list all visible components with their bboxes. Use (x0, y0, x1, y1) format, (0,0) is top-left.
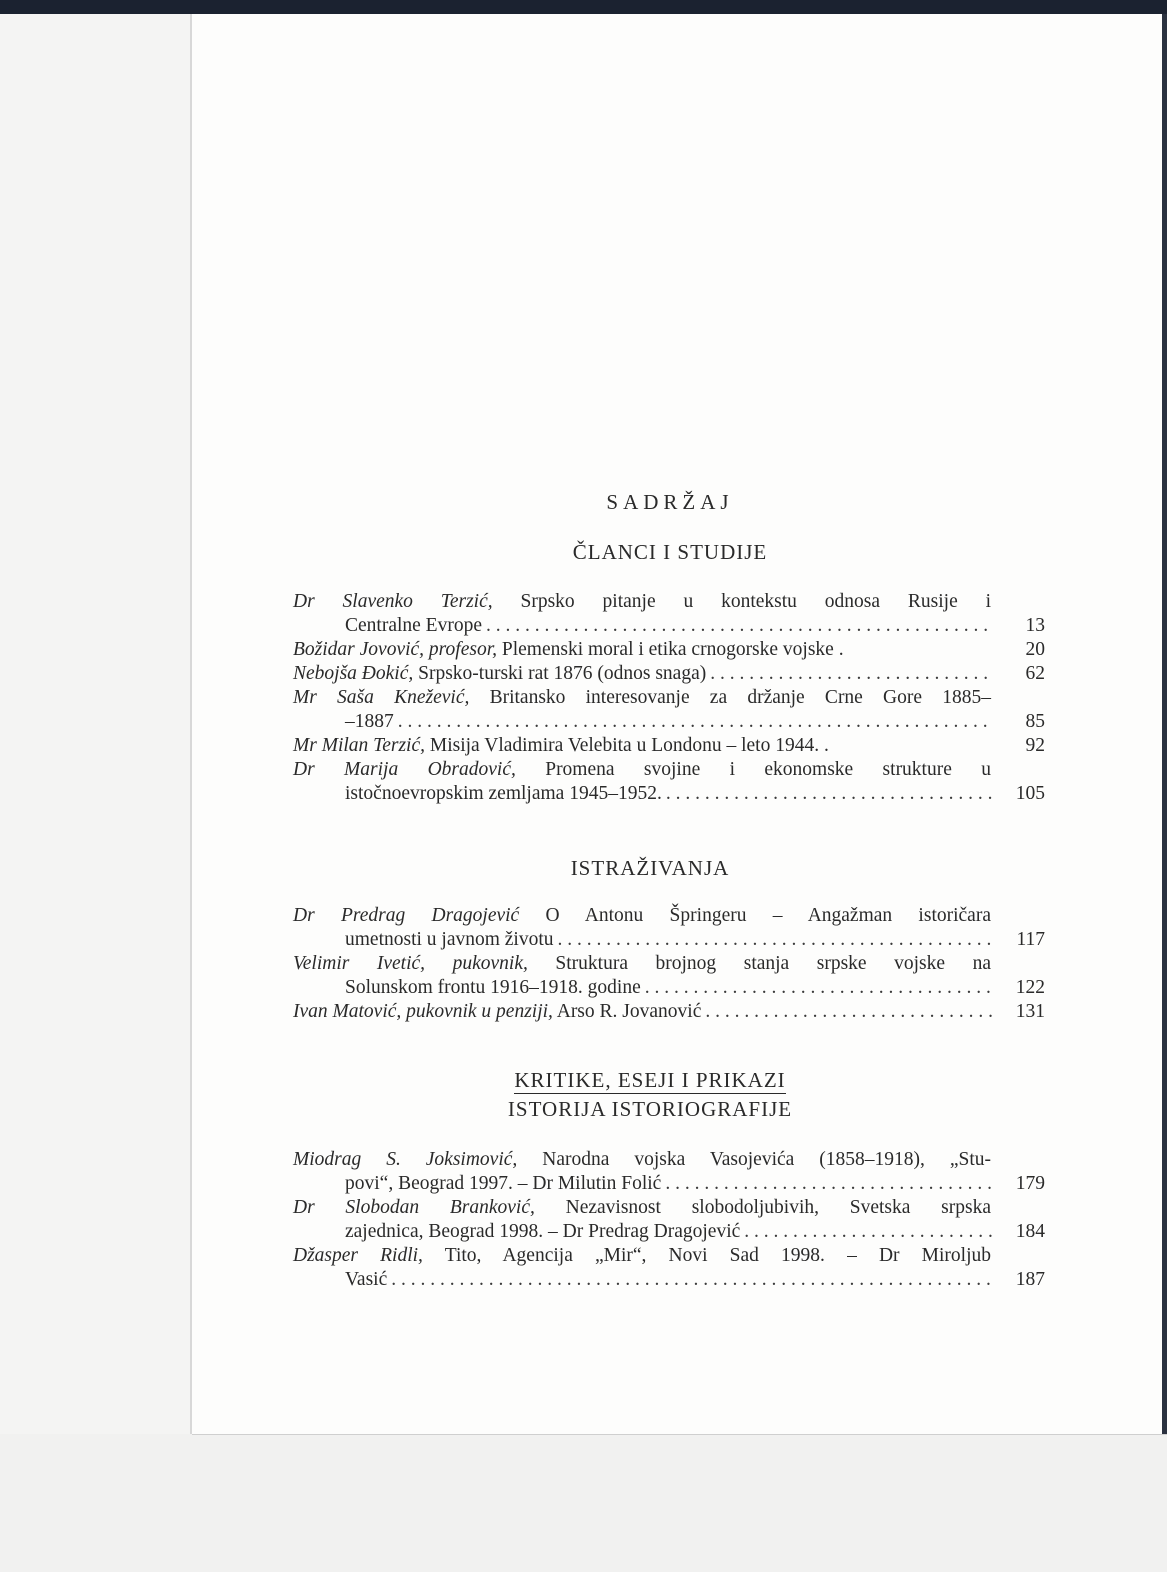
entry-author: Dr Slavenko Terzić, (293, 591, 493, 612)
entry-page: 184 (1015, 1221, 1045, 1242)
section-subheading-istorija (460, 1097, 840, 1122)
entry-title: Britansko interesovanje za držanje Crne Gore 1885– (489, 687, 992, 708)
entry-title-cont: Solunskom frontu 1916–1918. godine (345, 977, 641, 998)
dot-leader (665, 1172, 993, 1196)
dot-leader (398, 710, 993, 734)
scan-left-margin (0, 14, 190, 1572)
toc-entry (293, 1196, 1045, 1244)
entry-title: Promena svojine i ekonomske strukture u (545, 759, 991, 780)
section-subheading-text: ISTORIJA ISTORIOGRAFIJE (507, 1097, 793, 1121)
toc-section-clanci (293, 590, 1045, 806)
entry-page: 131 (1015, 1001, 1045, 1022)
section-heading-istrazivanja: ISTRAŽIVANJA (570, 856, 730, 880)
entry-page: 105 (1015, 783, 1045, 804)
entry-author: Dr Marija Obradović, (293, 759, 516, 780)
toc-entry (293, 904, 1045, 952)
entry-page: 92 (1025, 735, 1045, 756)
dot-leader (744, 1220, 993, 1244)
toc-entry (293, 1148, 1045, 1196)
toc-entry (293, 734, 1045, 758)
entry-page: 85 (1025, 711, 1045, 732)
entry-title-cont: Vasić (345, 1269, 388, 1290)
scan-bottom-margin (0, 1434, 1167, 1572)
entry-title: Srpsko-turski rat 1876 (odnos snaga) (418, 663, 707, 684)
entry-page: 20 (1025, 639, 1045, 660)
entry-author: Miodrag S. Joksimović, (293, 1149, 518, 1170)
page-bottom-edge (192, 1434, 1167, 1435)
dot-leader (645, 976, 993, 1000)
entry-title: O Antonu Špringeru – Angažman istoričara (545, 905, 991, 926)
entry-page: 122 (1015, 977, 1045, 998)
entry-title: Nezavisnost slobodoljubivih, Svetska srpska (565, 1197, 991, 1218)
toc-entry (293, 662, 1045, 686)
entry-page: 13 (1025, 615, 1045, 636)
dot-leader (705, 1000, 993, 1024)
entry-author: Dr Predrag Dragojević (293, 905, 520, 926)
entry-title: Tito, Agencija „Mir“, Novi Sad 1998. – Dr Miroljub (444, 1245, 991, 1266)
section-heading-text: KRITIKE, ESEJI I PRIKAZI (514, 1068, 786, 1092)
toc-entry (293, 1000, 1045, 1024)
toc-entry (293, 590, 1045, 638)
entry-title: Srpsko pitanje u kontekstu odnosa Rusije i (520, 591, 992, 612)
entry-author: Velimir Ivetić, pukovnik, (293, 953, 528, 974)
scan-right-edge (1162, 14, 1167, 1434)
toc-entry (293, 1244, 1045, 1292)
entry-title-cont: zajednica, Beograd 1998. – Dr Predrag Dragojević (345, 1221, 741, 1242)
entry-page: 62 (1025, 663, 1045, 684)
dot-leader (391, 1268, 993, 1292)
entry-author: Džasper Ridli, (293, 1245, 423, 1266)
toc-entry (293, 758, 1045, 806)
entry-title: Arso R. Jovanović (556, 1001, 702, 1022)
dot-leader (486, 614, 993, 638)
dot-leader (558, 928, 993, 952)
entry-author: Mr Milan Terzić, (293, 735, 425, 756)
section-heading-clanci: ČLANCI I STUDIJE (572, 540, 768, 564)
entry-title: Narodna vojska Vasojevića (1858–1918), „Stu- (542, 1149, 991, 1170)
entry-title-cont: –1887 (345, 711, 394, 732)
dot-leader (710, 662, 993, 686)
toc-section-istrazivanja (293, 904, 1045, 1024)
entry-title: Misija Vladimira Velebita u Londonu – leto 1944. . (429, 735, 829, 756)
toc-section-kritike (293, 1148, 1045, 1292)
entry-title: Plemenski moral i etika crnogorske vojske . (501, 639, 844, 660)
entry-title-cont: Centralne Evrope (345, 615, 482, 636)
entry-author: Ivan Matović, pukovnik u penziji, (293, 1001, 553, 1022)
dot-leader (666, 782, 993, 806)
section-heading-kritike (460, 1068, 840, 1093)
entry-page: 179 (1015, 1173, 1045, 1194)
entry-title: Struktura brojnog stanja srpske vojske na (555, 953, 991, 974)
entry-author: Mr Saša Knežević, (293, 687, 470, 708)
scan-border-top (0, 0, 1167, 14)
entry-page: 187 (1015, 1269, 1045, 1290)
entry-author: Božidar Jovović, profesor, (293, 639, 497, 660)
entry-title-cont: povi“, Beograd 1997. – Dr Milutin Folić (345, 1173, 662, 1194)
entry-page: 117 (1016, 929, 1045, 950)
entry-title-cont: umetnosti u javnom životu (345, 929, 554, 950)
entry-author: Nebojša Đokić, (293, 663, 414, 684)
toc-entry (293, 952, 1045, 1000)
toc-entry (293, 638, 1045, 662)
toc-entry (293, 686, 1045, 734)
page-title: SADRŽAJ (606, 490, 734, 514)
entry-author: Dr Slobodan Branković, (293, 1197, 535, 1218)
entry-title-cont: istočnoevropskim zemljama 1945–1952. (345, 783, 662, 804)
